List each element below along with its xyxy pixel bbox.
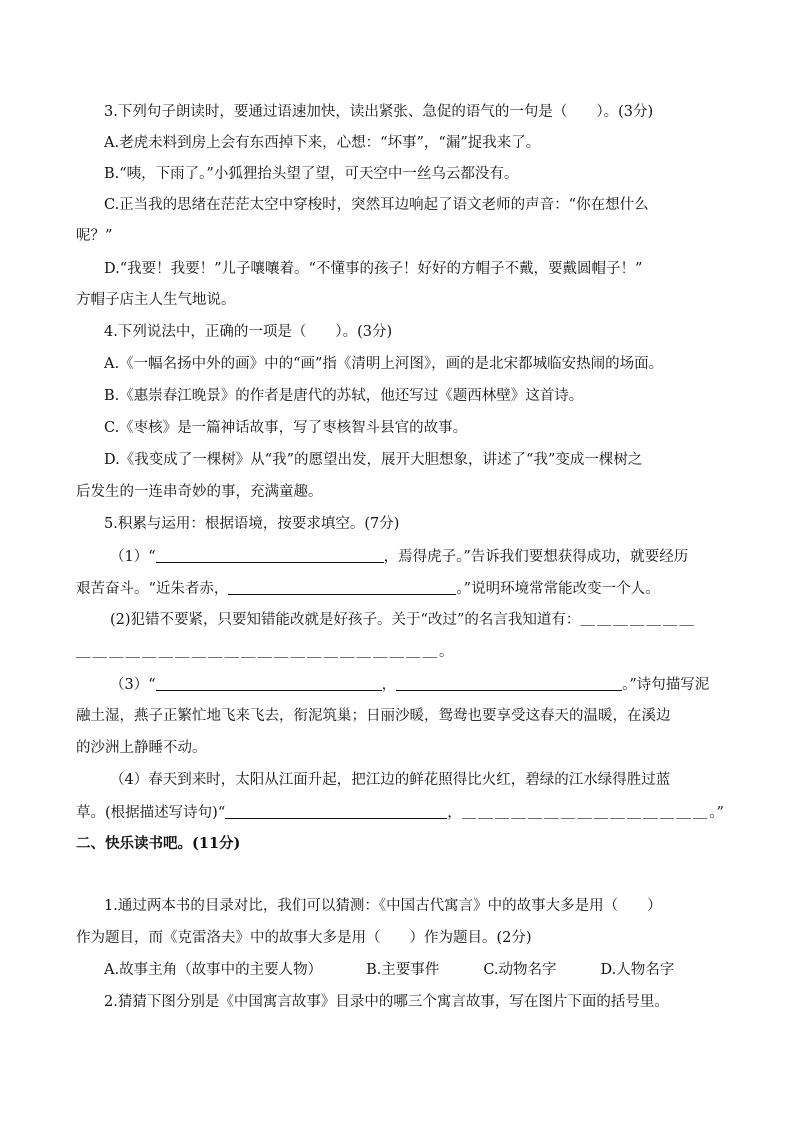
q5-part1-line2-prefix: 艰苦奋斗。“近朱者赤， [76, 581, 229, 597]
s2-q1-line1: 1.通过两本书的目录对比，我们可以猜测：《中国古代寓言》中的故事大多是用（ ） [104, 898, 662, 914]
q5-part2-line1 [0, 610, 794, 630]
q5-stem: 5.积累与运用：根据语境，按要求填空。(7分) [104, 516, 400, 532]
q5-part3-suffix: 。”诗句描写泥 [622, 677, 710, 693]
q5-part3-blank2[interactable] [396, 674, 622, 691]
q5-part1-line2-suffix: 。”说明环境常常能改变一个人。 [456, 581, 660, 597]
q5-part4-blank1[interactable] [225, 802, 447, 819]
q3-option-b: B.“咦，下雨了。”小狐狸抬头望了望，可天空中一丝乌云都没有。 [104, 166, 519, 182]
q4-option-c: C.《枣核》是一篇神话故事，写了枣核智斗县官的故事。 [104, 420, 468, 436]
q5-part3-blank1[interactable] [156, 674, 382, 691]
q5-part1-line1 [0, 546, 794, 567]
q5-part1-mid: ，焉得虎子。”告诉我们要想获得成功，就要经历 [383, 549, 689, 565]
section-2-title: 二、快乐读书吧。(11分) [76, 835, 241, 852]
q5-part4-blank2[interactable]: ＿＿＿＿＿＿＿＿＿＿＿＿＿＿＿ [461, 805, 710, 821]
s2-q1-options [0, 960, 794, 980]
q5-part3-line3: 的沙洲上静睡不动。 [76, 740, 207, 756]
q4-option-d-line1: D.《我变成了一棵树》从“我”的愿望出发，展开大胆想象，讲述了“我”变成一棵树之 [104, 452, 643, 468]
q3-option-a: A.老虎未料到房上会有东西掉下来，心想：“坏事”，“漏”捉我来了。 [104, 135, 541, 151]
q5-part2-blank1[interactable]: ＿＿＿＿＿＿＿ [580, 612, 696, 628]
q3-option-d-line2: 方帽子店主人生气地说。 [76, 292, 236, 308]
q3-option-c-line1: C.正当我的思绪在茫茫太空中穿梭时，突然耳边响起了语文老师的声音：“你在想什么 [104, 197, 649, 213]
q5-part3-line2: 融土湿，燕子正繁忙地飞来飞去，衔泥筑巢；日丽沙暖，鸳鸯也要享受这春天的温暖，在溪边 [76, 708, 671, 724]
q5-part2-end: 。 [439, 644, 454, 660]
q5-part2-blank2[interactable]: ＿＿＿＿＿＿＿＿＿＿＿＿＿＿＿＿＿＿＿＿＿＿ [76, 644, 439, 660]
q5-part1-line2 [0, 578, 794, 599]
q4-option-d-line2: 后发生的一连串奇妙的事，充满童趣。 [76, 484, 323, 500]
q5-part3-line1 [0, 674, 794, 695]
q5-part4-comma: ， [447, 805, 462, 821]
q5-part1-blank2[interactable] [228, 578, 456, 595]
s2-q1-line2: 作为题目，而《克雷洛夫》中的故事大多是用（ ）作为题目。(2分) [76, 930, 532, 946]
q5-part2-prefix: (2)犯错不要紧，只要知错能改就是好孩子。关于“改过”的名言我知道有： [110, 612, 581, 628]
q3-stem: 3.下列句子朗读时，要通过语速加快，读出紧张、急促的语气的一句是（ ）。(3分) [104, 104, 654, 120]
q5-part1-blank1[interactable] [156, 546, 384, 563]
q4-option-b: B.《惠崇春江晚景》的作者是唐代的苏轼，他还写过《题西林壁》这首诗。 [104, 388, 584, 404]
s2-q1-option-c: C.动物名字 [483, 962, 557, 978]
q5-part2-line2 [0, 642, 794, 662]
s2-q1-option-b: B.主要事件 [366, 962, 440, 978]
s2-q1-option-a: A.故事主角（故事中的主要人物） [104, 962, 323, 978]
q5-part4-prefix: 草。(根据描述写诗句)“ [76, 805, 226, 821]
q4-option-a: A.《一幅名扬中外的画》中的“画”指《清明上河图》，画的是北宋都城临安热闹的场面。 [104, 356, 664, 372]
q3-option-d-line1: D.“我要！我要！”儿子嚷嚷着。“不懂事的孩子！好好的方帽子不戴，要戴圆帽子！” [104, 261, 643, 277]
q5-part4-line1: （4）春天到来时，太阳从江面升起，把江边的鲜花照得比火红，碧绿的江水绿得胜过蓝 [110, 772, 671, 788]
q5-part3-comma: ， [381, 677, 397, 693]
q5-part1-prefix: （1）“ [110, 549, 156, 565]
q4-stem: 4.下列说法中，正确的一项是（ ）。(3分) [104, 324, 393, 340]
q5-part4-line2 [0, 802, 794, 823]
q5-part3-prefix: （3）“ [110, 677, 156, 693]
s2-q2-stem: 2.猜猜下图分别是《中国寓言故事》目录中的哪三个寓言故事，写在图片下面的括号里。 [104, 994, 669, 1010]
s2-q1-option-d: D.人物名字 [600, 962, 675, 978]
q3-option-c-line2: 呢？” [76, 228, 113, 244]
q5-part4-end: 。” [709, 805, 724, 821]
